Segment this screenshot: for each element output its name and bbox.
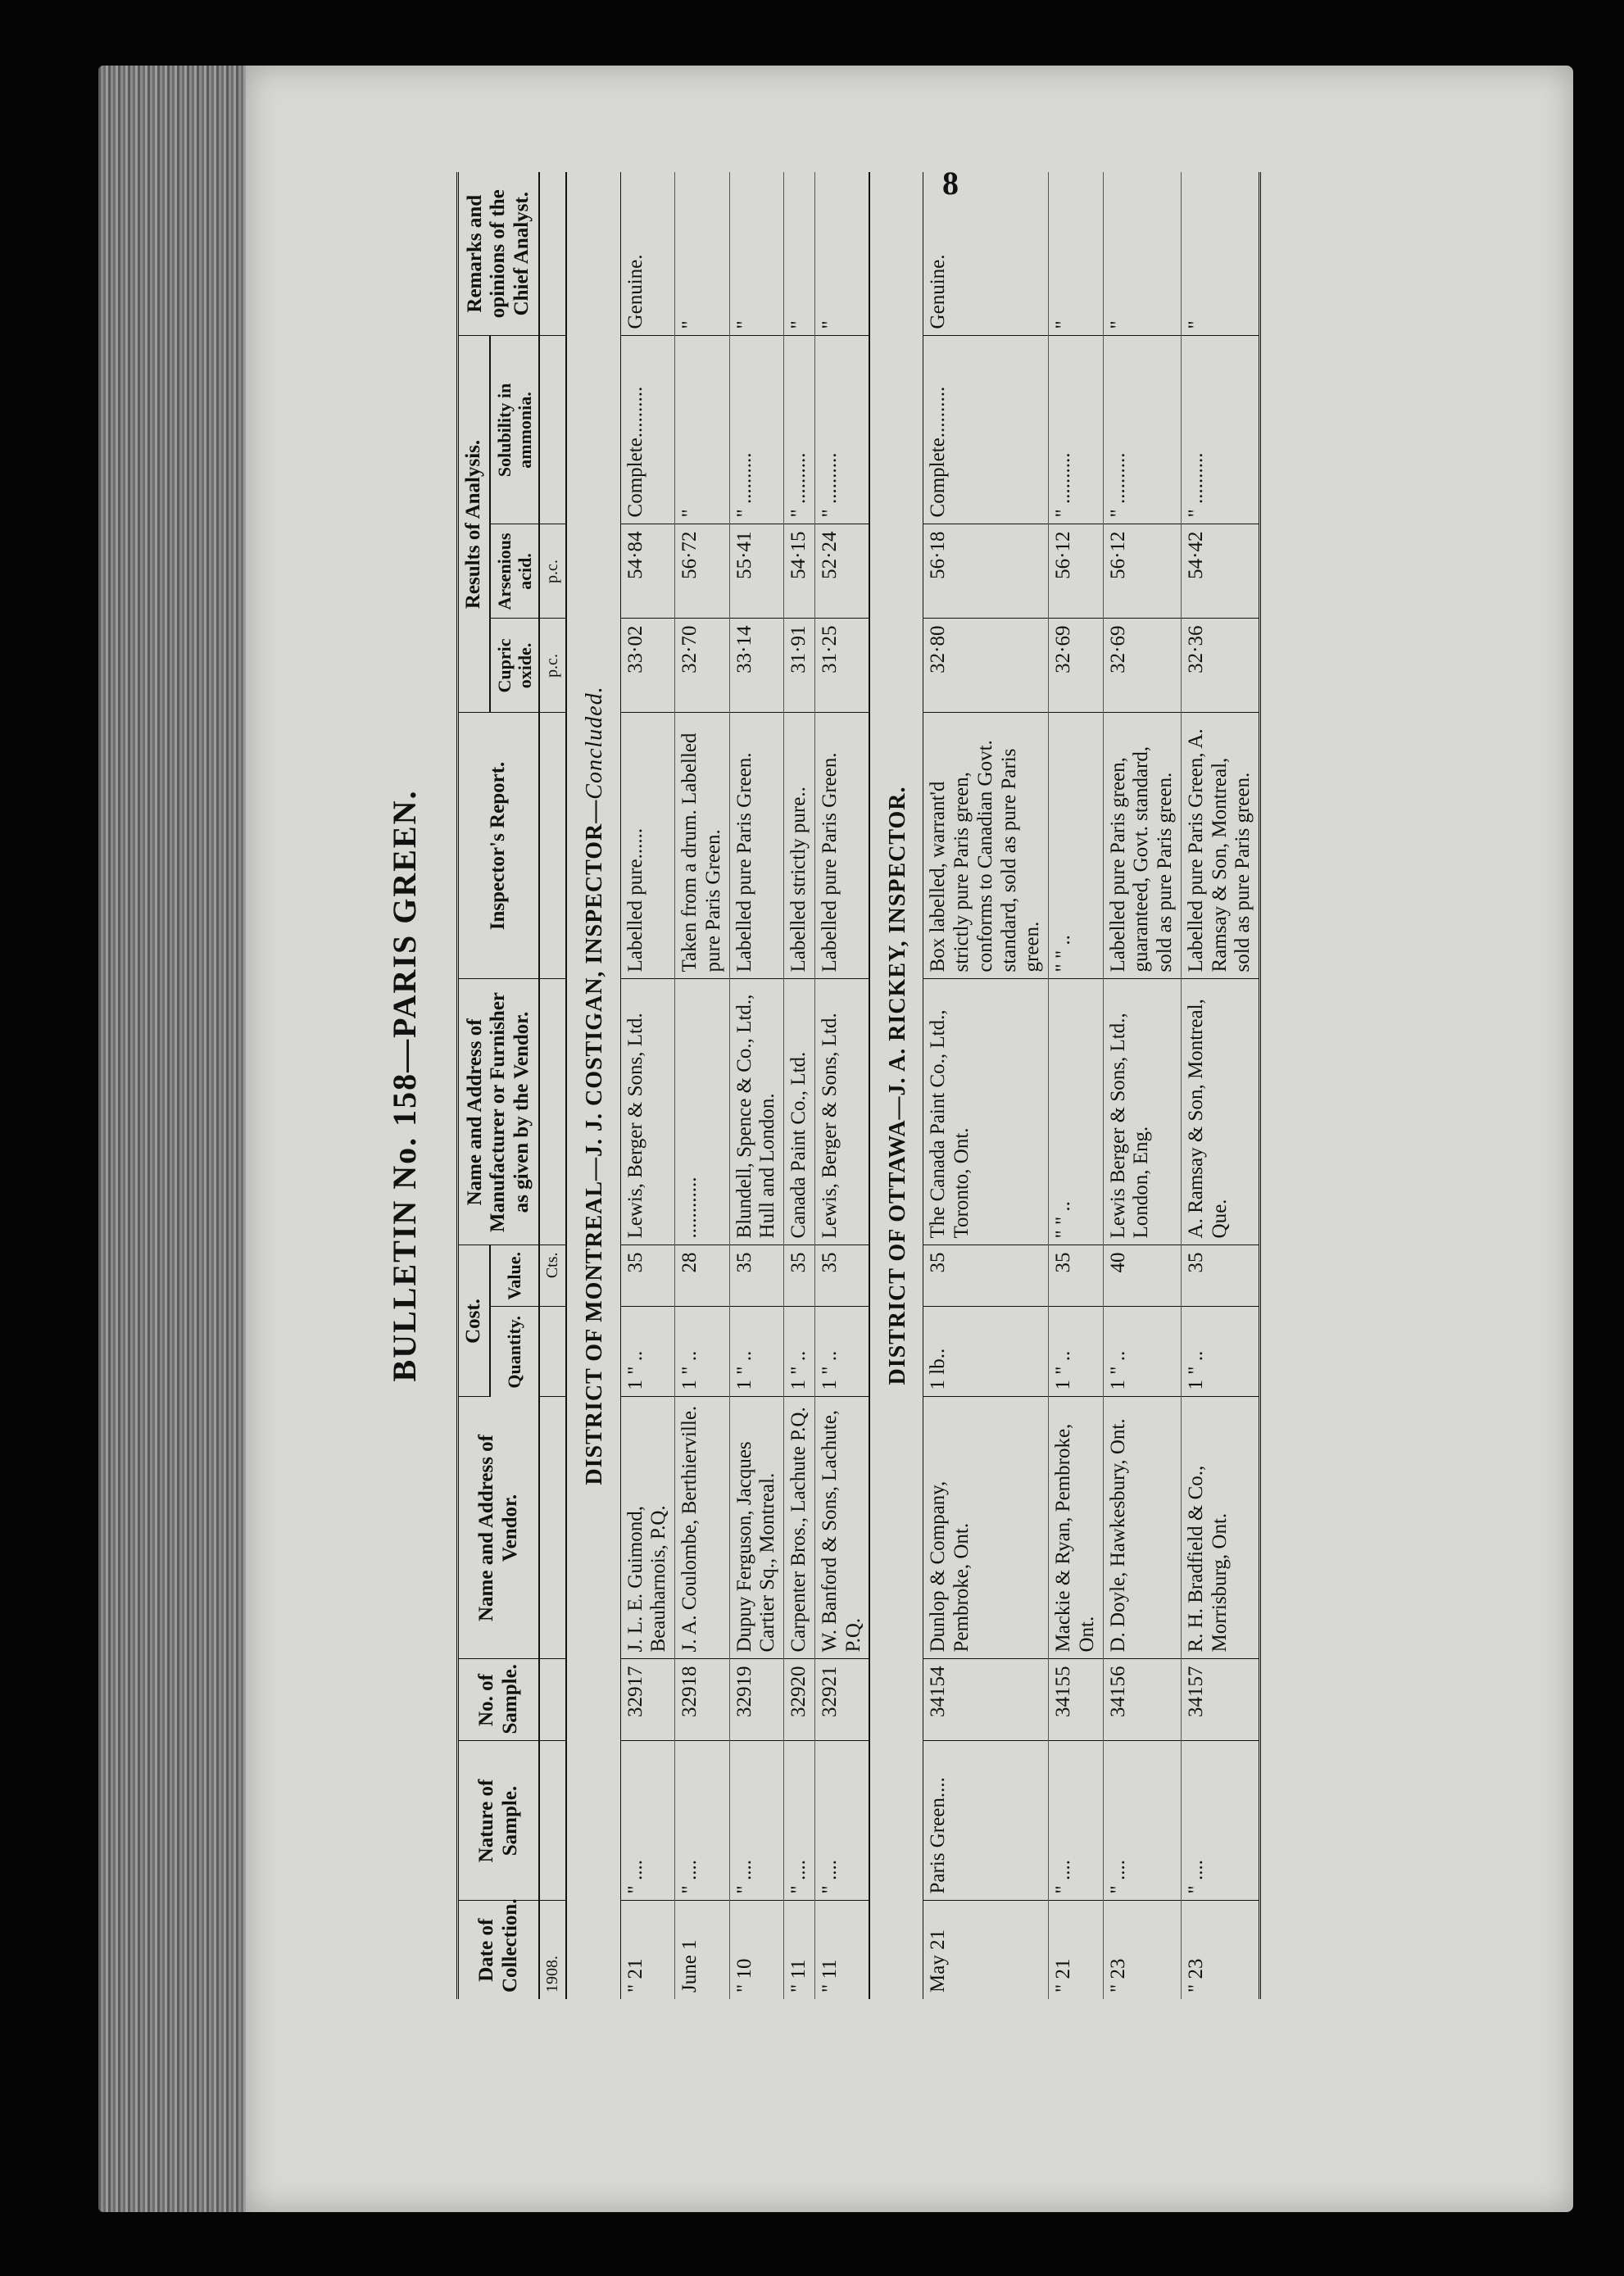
year-label: 1908. bbox=[543, 1956, 562, 1993]
pc-label-cupric: p.c. bbox=[539, 619, 566, 713]
table-row: June 1 " .... 32918 J. A. Coulombe, Berthierville. 1 " .. 28 ............ Taken from a drum. Labelled pure Paris Green. 32·70 56·72 " " bbox=[675, 172, 730, 1999]
table-row: " 10 " .... 32919 Dupuy Ferguson, Jacques Cartier Sq., Montreal. 1 " .. 35 Blundell, Spence & Co., Ltd., Hull and London. Labelled pure Paris Green. 33·14 55·41 " .......... " bbox=[729, 172, 784, 1999]
cents-label: Cts. bbox=[539, 1245, 566, 1307]
header-cupric: Cupric oxide. bbox=[490, 619, 540, 713]
header-solubility: Solubility in ammonia. bbox=[490, 336, 540, 524]
bulletin-title: BULLETIN No. 158—PARIS GREEN. bbox=[386, 789, 423, 1382]
analysis-table bbox=[456, 172, 1263, 1999]
table-body bbox=[539, 172, 1263, 1999]
units-row bbox=[539, 172, 566, 1999]
book-page-edges bbox=[98, 66, 254, 2212]
table-row: " 11 " .... 32920 Carpenter Bros., Lachute P.Q. 1 " .. 35 Canada Paint Co., Ltd. Labelled strictly pure.. 31·91 54·15 " .......... " bbox=[784, 172, 815, 1999]
table-row: " 21 " .... 34155 Mackie & Ryan, Pembroke, Ont. 1 " .. 35 " " .. " " .. 32·69 56·12 " .......... " bbox=[1049, 172, 1104, 1999]
header-arsenious: Arsenious acid. bbox=[490, 524, 540, 619]
header-cost: Cost. bbox=[458, 1245, 490, 1397]
closing-rule bbox=[1260, 172, 1263, 1999]
table-row: " 11 " .... 32921 W. Banford & Sons, Lachute, P.Q. 1 " .. 35 Lewis, Berger & Sons, Ltd. Labelled pure Paris Green. 31·25 52·24 " .......... " bbox=[814, 172, 869, 1999]
table-row: " 21 " .... 32917 J. L. E. Guimond, Beauharnois, P.Q. 1 " .. 35 Lewis, Berger & Sons, Ltd. Labelled pure...... 33·02 54·84 Complete.......... Genuine. bbox=[620, 172, 675, 1999]
page-number: 8 bbox=[942, 165, 959, 202]
header-nature: Nature of Sample. bbox=[458, 1741, 540, 1901]
district-heading: DISTRICT OF MONTREAL—J. J. COSTIGAN, INSPECTOR—Concluded. bbox=[566, 172, 620, 1999]
pc-label-arsenious: p.c. bbox=[539, 524, 566, 619]
header-sample-no: No. of Sample. bbox=[458, 1659, 540, 1741]
rotated-table-region bbox=[385, 172, 1565, 1999]
table-row: May 21 Paris Green.... 34154 Dunlop & Company, Pembroke, Ont. 1 lb.. 35 The Canada Paint Co., Ltd., Toronto, Ont. Box labelled, warrant'd strictly pure Paris green, conforms to Canadian Govt. standard, sold as pure Paris green. 32·80 56·18 Complete.......... Genuine. bbox=[923, 172, 1049, 1999]
district-heading: DISTRICT OF OTTAWA—J. A. RICKEY, INSPECTOR. bbox=[869, 172, 923, 1999]
header-remarks: Remarks and opinions of the Chief Analyst. bbox=[458, 172, 540, 336]
header-manufacturer: Name and Address of Manufacturer or Furnisher as given by the Vendor. bbox=[458, 979, 540, 1245]
header-results: Results of Analysis. bbox=[458, 336, 490, 713]
table-row: " 23 " .... 34156 D. Doyle, Hawkesbury, Ont. 1 " .. 40 Lewis Berger & Sons, Ltd., London, Eng. Labelled pure Paris green, guaranteed, Govt. standard, sold as pure Paris green. 32·69 56·12 " .......... " bbox=[1103, 172, 1181, 1999]
header-date: Date of Collection. bbox=[458, 1901, 540, 1999]
header-quantity: Quantity. bbox=[490, 1307, 540, 1397]
header-vendor: Name and Address of Vendor. bbox=[458, 1397, 540, 1659]
header-value: Value. bbox=[490, 1245, 540, 1307]
header-inspector-report: Inspector's Report. bbox=[458, 713, 540, 979]
table-row: " 23 " .... 34157 R. H. Bradfield & Co., Morrisburg, Ont. 1 " .. 35 A. Ramsay & Son, Montreal, Que. Labelled pure Paris Green, A. Ramsay & Son, Montreal, sold as pure Paris green. 32·36 54·42 " .......... " bbox=[1181, 172, 1259, 1999]
